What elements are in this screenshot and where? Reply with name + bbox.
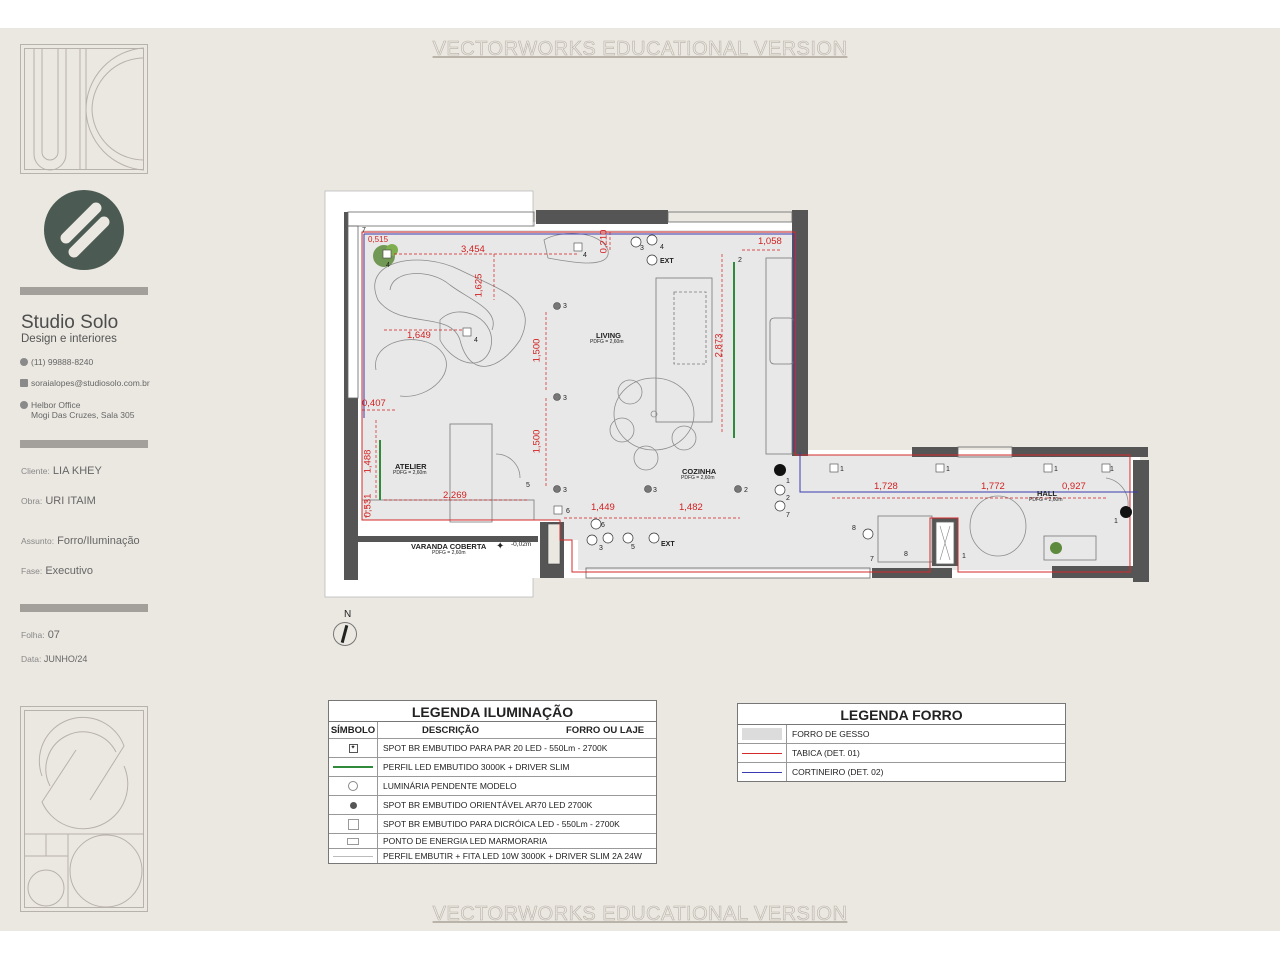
dim: 0,515 bbox=[368, 235, 389, 244]
meta-fase: Fase: Executivo bbox=[21, 565, 94, 577]
studio-tagline: Design e interiores bbox=[21, 333, 117, 345]
svg-text:3: 3 bbox=[653, 487, 657, 494]
room-varanda-height: PDFG = 2,60m bbox=[432, 550, 466, 556]
tabica-line-icon bbox=[742, 753, 782, 754]
dim: 0,927 bbox=[1062, 481, 1086, 492]
col-simbolo: SÍMBOLO bbox=[329, 722, 378, 738]
dim: 1,649 bbox=[407, 330, 431, 341]
svg-text:3: 3 bbox=[563, 487, 567, 494]
legend-row: PERFIL EMBUTIR + FITA LED 10W 3000K + DRIVER SLIM 2A 24W bbox=[329, 849, 656, 863]
address-text: Helbor Office Mogi Das Cruzes, Sala 305 bbox=[31, 400, 135, 420]
svg-text:4: 4 bbox=[583, 252, 587, 259]
room-atelier: ATELIER bbox=[395, 462, 427, 471]
legend-row: PONTO DE ENERGIA LED MARMORARIA bbox=[329, 834, 656, 849]
room-atelier-height: PDFG = 2,60m bbox=[393, 470, 427, 476]
level-mark: -0,02m bbox=[511, 541, 532, 548]
dim: 1,728 bbox=[874, 481, 898, 492]
dim: 0,210 bbox=[598, 229, 610, 254]
energy-point-icon bbox=[347, 838, 359, 845]
svg-text:1: 1 bbox=[1110, 466, 1114, 473]
legend-ceiling bbox=[737, 703, 1066, 782]
svg-text:1: 1 bbox=[1054, 466, 1058, 473]
svg-text:4: 4 bbox=[474, 337, 478, 344]
spot-dicroica-icon bbox=[348, 819, 359, 830]
gesso-swatch-icon bbox=[742, 728, 782, 740]
dim: 1,625 bbox=[473, 273, 485, 298]
ext-label: EXT bbox=[660, 258, 674, 265]
phone-text: (11) 99888-8240 bbox=[31, 357, 94, 367]
room-cozinha-height: PDFG = 2,60m bbox=[681, 475, 715, 481]
dim: 1,058 bbox=[758, 236, 782, 247]
meta-obra: Obra: URI ITAIM bbox=[21, 495, 96, 507]
svg-text:8: 8 bbox=[904, 551, 908, 558]
dim: 1,488 bbox=[362, 449, 374, 474]
svg-text:3: 3 bbox=[563, 303, 567, 310]
svg-text:3: 3 bbox=[563, 395, 567, 402]
svg-text:3: 3 bbox=[640, 245, 644, 252]
dim: 2,269 bbox=[443, 490, 467, 501]
studio-name: Studio Solo bbox=[21, 312, 119, 333]
dim: 3,454 bbox=[461, 244, 485, 255]
dim: 0,531 bbox=[362, 493, 374, 518]
svg-text:2: 2 bbox=[744, 487, 748, 494]
dim: 0,407 bbox=[362, 398, 386, 409]
spot-ar70-icon bbox=[350, 802, 357, 809]
svg-text:1: 1 bbox=[946, 466, 950, 473]
legend-lighting-title: LEGENDA ILUMINAÇÃO bbox=[329, 701, 656, 722]
legend-row: SPOT BR EMBUTIDO PARA DICRÓICA LED - 550Lm - 2700K bbox=[329, 815, 656, 834]
dim: 1,482 bbox=[679, 502, 703, 513]
svg-text:2: 2 bbox=[738, 257, 742, 264]
room-varanda: VARANDA COBERTA bbox=[411, 542, 487, 551]
legend-lighting bbox=[328, 700, 657, 864]
svg-text:1: 1 bbox=[840, 466, 844, 473]
dim: 1,772 bbox=[981, 481, 1005, 492]
room-hall-height: PDFG = 2,60m bbox=[1029, 497, 1063, 503]
svg-text:7: 7 bbox=[362, 227, 366, 234]
room-cozinha: COZINHA bbox=[682, 467, 717, 476]
email-text: soraialopes@studiosolo.com.br bbox=[31, 378, 150, 388]
legend-row: PERFIL LED EMBUTIDO 3000K + DRIVER SLIM bbox=[329, 758, 656, 777]
forro-gesso-area bbox=[362, 230, 1130, 570]
svg-text:6: 6 bbox=[601, 522, 605, 529]
legend-row: LUMINÁRIA PENDENTE MODELO bbox=[329, 777, 656, 796]
svg-text:5: 5 bbox=[631, 544, 635, 551]
svg-text:8: 8 bbox=[852, 525, 856, 532]
watermark-bottom: VECTORWORKS EDUCATIONAL VERSION bbox=[432, 903, 848, 925]
spot-par20-icon: ✦ bbox=[350, 744, 356, 751]
legend-row: SPOT BR EMBUTIDO ORIENTÁVEL AR70 LED 2700K bbox=[329, 796, 656, 815]
dim: 1,449 bbox=[591, 502, 615, 513]
led-profile-icon bbox=[333, 766, 373, 768]
cortineiro-line-icon bbox=[742, 772, 782, 773]
svg-text:1: 1 bbox=[786, 478, 790, 485]
svg-text:7: 7 bbox=[786, 512, 790, 519]
led-strip-icon bbox=[333, 856, 373, 857]
meta-cliente: Cliente: LIA KHEY bbox=[21, 465, 102, 477]
meta-data: Data: JUNHO/24 bbox=[21, 654, 88, 664]
room-living: LIVING bbox=[596, 331, 622, 340]
svg-text:7: 7 bbox=[870, 556, 874, 563]
level-icon: ✦ bbox=[496, 541, 505, 552]
room-hall: HALL bbox=[1037, 489, 1057, 498]
legend-row: CORTINEIRO (DET. 02) bbox=[738, 763, 1065, 781]
col-descricao: DESCRIÇÃO bbox=[422, 724, 480, 736]
legend-ceiling-title: LEGENDA FORRO bbox=[738, 704, 1065, 725]
svg-text:3: 3 bbox=[599, 545, 603, 552]
meta-assunto: Assunto: Forro/Iluminação bbox=[21, 535, 140, 547]
watermark-top: VECTORWORKS EDUCATIONAL VERSION bbox=[432, 38, 848, 60]
legend-row: TABICA (DET. 01) bbox=[738, 744, 1065, 763]
svg-text:4: 4 bbox=[386, 262, 390, 269]
dim: 1,500 bbox=[531, 338, 543, 363]
meta-folha: Folha: 07 bbox=[21, 629, 60, 641]
svg-text:5: 5 bbox=[526, 482, 530, 489]
svg-text:1: 1 bbox=[962, 553, 966, 560]
svg-text:1: 1 bbox=[1114, 518, 1118, 525]
svg-text:6: 6 bbox=[566, 508, 570, 515]
legend-row: ✦ SPOT BR EMBUTIDO PARA PAR 20 LED - 550Lm - 2700K bbox=[329, 739, 656, 758]
col-forro: FORRO OU LAJE bbox=[566, 724, 645, 736]
legend-row: FORRO DE GESSO bbox=[738, 725, 1065, 744]
ext-label: EXT bbox=[661, 541, 675, 548]
room-living-height: PDFG = 2,60m bbox=[590, 339, 624, 345]
dim: 1,500 bbox=[531, 429, 543, 454]
legend-lighting-header bbox=[329, 722, 656, 739]
pendant-icon bbox=[348, 781, 358, 791]
svg-text:4: 4 bbox=[660, 244, 664, 251]
dim: 2,873 bbox=[713, 333, 725, 358]
svg-text:2: 2 bbox=[786, 495, 790, 502]
north-label: N bbox=[344, 609, 352, 620]
